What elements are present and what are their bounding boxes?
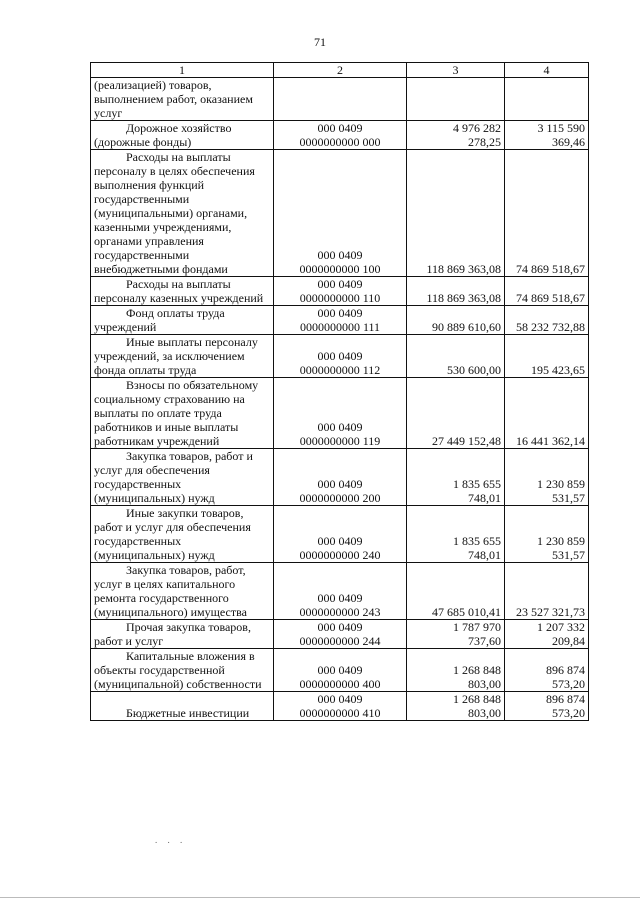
table-row xyxy=(91,449,589,506)
row-value-plan-cell xyxy=(407,78,505,121)
row-value-executed-cell xyxy=(505,620,589,649)
row-value-executed-cell xyxy=(505,277,589,306)
row-value-line: 1 268 848 xyxy=(453,663,501,677)
row-code-line: 000 0409 xyxy=(317,534,363,548)
row-value-line: 278,25 xyxy=(468,135,501,149)
table-row xyxy=(91,563,589,620)
row-code-cell xyxy=(274,449,407,506)
row-value-plan-cell xyxy=(407,692,505,721)
row-code-line: 000 0409 xyxy=(317,663,363,677)
row-value-line: 1 835 655 xyxy=(453,534,501,548)
row-code-line: 000 0409 xyxy=(317,692,363,706)
row-name-cell xyxy=(91,306,274,335)
table-row xyxy=(91,378,589,449)
table-row xyxy=(91,306,589,335)
row-value-line: 3 115 590 xyxy=(537,121,585,135)
row-value-executed-cell xyxy=(505,563,589,620)
row-name: Иные закупки товаров, работ и услуг для обеспечения государственных (муниципальных) нужд xyxy=(94,506,251,562)
row-value-executed-cell xyxy=(505,692,589,721)
row-value-plan-cell xyxy=(407,277,505,306)
row-name: Закупка товаров, работ и услуг для обеспечения государственных (муниципальных) нужд xyxy=(94,449,253,505)
row-value-line: 531,57 xyxy=(552,548,585,562)
row-code-line: 0000000000 111 xyxy=(299,320,381,334)
row-value-line: 896 874 xyxy=(546,692,585,706)
table-row xyxy=(91,649,589,692)
row-name: Взносы по обязательному социальному страхованию на выплаты по оплате труда работников и иные выплаты работникам учреждений xyxy=(94,378,259,448)
table-row xyxy=(91,78,589,121)
row-name: Иные выплаты персоналу учреждений, за исключением фонда оплаты труда xyxy=(94,335,258,377)
row-value-plan-cell xyxy=(407,506,505,563)
row-value-line: 16 441 362,14 xyxy=(516,434,585,448)
row-value-executed-cell xyxy=(505,306,589,335)
row-code-cell xyxy=(274,277,407,306)
row-name-cell xyxy=(91,335,274,378)
row-name: Бюджетные инвестиции xyxy=(126,706,250,720)
row-name: Фонд оплаты труда учреждений xyxy=(94,306,225,334)
row-value-executed-cell xyxy=(505,335,589,378)
row-name-cell xyxy=(91,506,274,563)
row-value-line: 1 835 655 xyxy=(453,477,501,491)
row-code-line: 000 0409 xyxy=(317,349,363,363)
table-row xyxy=(91,121,589,150)
row-name-cell xyxy=(91,449,274,506)
row-code-cell xyxy=(274,506,407,563)
scan-edge-line xyxy=(0,897,640,898)
row-value-line: 58 232 732,88 xyxy=(516,320,585,334)
row-value-line: 1 207 332 xyxy=(537,620,585,634)
row-code-cell xyxy=(274,692,407,721)
row-code-cell xyxy=(274,121,407,150)
row-value-plan-cell xyxy=(407,306,505,335)
row-value-line: 209,84 xyxy=(552,634,585,648)
row-value-line: 118 869 363,08 xyxy=(426,262,501,276)
table-row xyxy=(91,277,589,306)
row-value-executed-cell xyxy=(505,449,589,506)
row-name-cell xyxy=(91,620,274,649)
row-value-executed-cell xyxy=(505,649,589,692)
row-code-cell xyxy=(274,649,407,692)
row-code-line: 000 0409 xyxy=(317,591,363,605)
row-value-plan-cell xyxy=(407,649,505,692)
row-value-plan-cell xyxy=(407,150,505,277)
row-value-line: 737,60 xyxy=(468,634,501,648)
row-code-line: 000 0409 xyxy=(317,121,363,135)
row-code-cell xyxy=(274,378,407,449)
row-value-line: 531,57 xyxy=(552,491,585,505)
row-code-line: 000 0409 xyxy=(317,306,363,320)
row-value-line: 803,00 xyxy=(468,706,501,720)
table-row xyxy=(91,692,589,721)
table-row xyxy=(91,335,589,378)
row-value-line: 573,20 xyxy=(552,706,585,720)
row-code-line: 000 0409 xyxy=(317,477,363,491)
row-value-line: 1 268 848 xyxy=(453,692,501,706)
row-name: Расходы на выплаты персоналу казенных учреждений xyxy=(94,277,264,305)
footer-mark: . . . xyxy=(155,835,187,845)
row-code-cell xyxy=(274,563,407,620)
row-name: Капитальные вложения в объекты государственной (муниципальной) собственности xyxy=(94,649,262,691)
row-code-line: 0000000000 400 xyxy=(299,677,381,691)
row-code-cell xyxy=(274,620,407,649)
row-value-executed-cell xyxy=(505,121,589,150)
page-number: 71 xyxy=(314,35,326,49)
row-value-line: 748,01 xyxy=(468,491,501,505)
row-code-line: 000 0409 xyxy=(317,277,363,291)
row-code-line: 0000000000 200 xyxy=(299,491,381,505)
row-code-line: 0000000000 240 xyxy=(299,548,381,562)
row-name: (реализацией) товаров, выполнением работ, оказанием услуг xyxy=(94,78,253,120)
row-value-line: 1 787 970 xyxy=(453,620,501,634)
row-name: Расходы на выплаты персоналу в целях обеспечения выполнения функций государственными (муниципальными) органами, казенными учреждениями, органами управления государственными внебюджетными фондами xyxy=(94,150,255,276)
column-header: 3 xyxy=(407,63,505,78)
row-value-plan-cell xyxy=(407,335,505,378)
row-value-line: 573,20 xyxy=(552,677,585,691)
row-code-line: 000 0409 xyxy=(317,248,363,262)
row-value-executed-cell xyxy=(505,506,589,563)
row-value-line: 803,00 xyxy=(468,677,501,691)
row-name-cell xyxy=(91,121,274,150)
column-header: 1 xyxy=(91,63,274,78)
row-code-line: 0000000000 110 xyxy=(299,291,381,305)
budget-table xyxy=(90,62,589,721)
row-name-cell xyxy=(91,78,274,121)
row-name-cell xyxy=(91,150,274,277)
row-code-line: 0000000000 243 xyxy=(299,605,381,619)
row-value-executed-cell xyxy=(505,378,589,449)
row-code-line: 0000000000 112 xyxy=(299,363,381,377)
row-name-cell xyxy=(91,692,274,721)
table-row xyxy=(91,150,589,277)
row-name: Дорожное хозяйство (дорожные фонды) xyxy=(94,121,232,149)
column-header: 2 xyxy=(274,63,407,78)
row-code-cell xyxy=(274,150,407,277)
row-name-cell xyxy=(91,563,274,620)
row-value-line: 90 889 610,60 xyxy=(432,320,501,334)
row-value-line: 27 449 152,48 xyxy=(432,434,501,448)
row-value-line: 23 527 321,73 xyxy=(516,605,585,619)
row-value-line: 47 685 010,41 xyxy=(432,605,501,619)
row-name: Прочая закупка товаров, работ и услуг xyxy=(94,620,251,648)
row-value-line: 74 869 518,67 xyxy=(516,262,585,276)
row-name-cell xyxy=(91,649,274,692)
row-value-plan-cell xyxy=(407,449,505,506)
row-code-line: 0000000000 119 xyxy=(299,434,381,448)
row-code-line: 000 0409 xyxy=(317,620,363,634)
row-name: Закупка товаров, работ, услуг в целях капитального ремонта государственного (муниципального) имущества xyxy=(94,563,247,619)
row-value-plan-cell xyxy=(407,378,505,449)
row-code-line: 0000000000 244 xyxy=(299,634,381,648)
row-code-line: 0000000000 000 xyxy=(299,135,381,149)
row-value-executed-cell xyxy=(505,78,589,121)
table-row xyxy=(91,506,589,563)
row-name-cell xyxy=(91,277,274,306)
row-value-line: 4 976 282 xyxy=(453,121,501,135)
row-value-line: 896 874 xyxy=(546,663,585,677)
row-code-line: 0000000000 410 xyxy=(299,706,381,720)
row-value-line: 1 230 859 xyxy=(537,534,585,548)
table-row xyxy=(91,620,589,649)
row-value-line: 74 869 518,67 xyxy=(516,291,585,305)
row-value-executed-cell xyxy=(505,150,589,277)
row-code-cell xyxy=(274,78,407,121)
row-name-cell xyxy=(91,378,274,449)
row-value-line: 369,46 xyxy=(552,135,585,149)
row-value-line: 118 869 363,08 xyxy=(426,291,501,305)
row-code-cell xyxy=(274,335,407,378)
row-code-line: 000 0409 xyxy=(317,420,363,434)
column-header: 4 xyxy=(505,63,589,78)
row-code-cell xyxy=(274,306,407,335)
table-header-row xyxy=(91,63,589,78)
row-value-line: 748,01 xyxy=(468,548,501,562)
row-value-plan-cell xyxy=(407,563,505,620)
row-value-line: 530 600,00 xyxy=(447,363,501,377)
row-code-line: 0000000000 100 xyxy=(299,262,381,276)
row-value-plan-cell xyxy=(407,620,505,649)
row-value-plan-cell xyxy=(407,121,505,150)
row-value-line: 195 423,65 xyxy=(531,363,585,377)
row-value-line: 1 230 859 xyxy=(537,477,585,491)
